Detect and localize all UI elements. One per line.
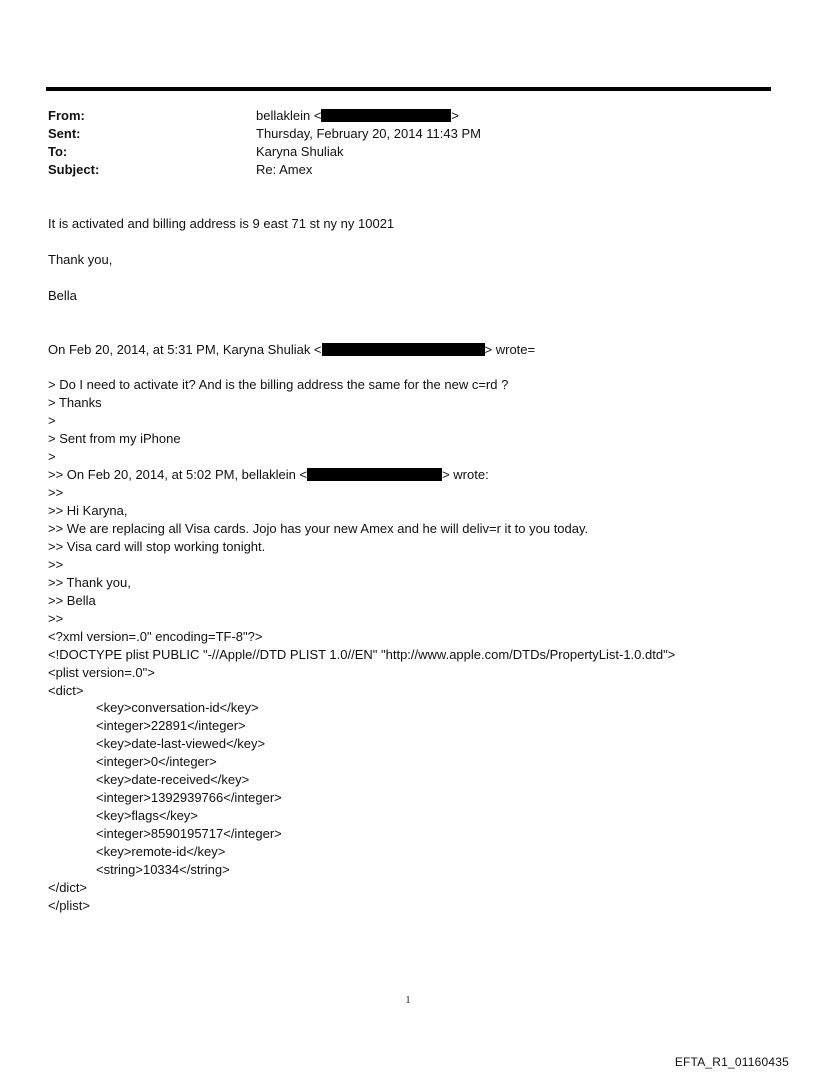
body-line: It is activated and billing address is 9 east 71 st ny ny 10021 [48, 216, 395, 231]
from-label: From: [48, 108, 85, 123]
to-label: To: [48, 144, 68, 159]
quote-intro-before: >> On Feb 20, 2014, at 5:02 PM, bellaklein < [48, 467, 308, 482]
quote-line: >> We are replacing all Visa cards. Jojo has your new Amex and he will deliv=r it to you today. [48, 521, 589, 536]
quote-line: >> [48, 557, 64, 572]
plist-entry: <key>flags</key> [96, 808, 198, 823]
sent-label: Sent: [48, 126, 81, 141]
plist-entry: <key>conversation-id</key> [96, 700, 259, 715]
quote-line: > Do I need to activate it? And is the billing address the same for the new c=rd ? [48, 377, 509, 392]
plist-entry: <string>10334</string> [96, 862, 230, 877]
quote-intro [48, 341, 535, 359]
quote-line: >> [48, 485, 64, 500]
quote-line: >> Thank you, [48, 575, 131, 590]
quote-intro-before: On Feb 20, 2014, at 5:31 PM, Karyna Shuliak < [48, 342, 322, 357]
plist-entry: <key>date-last-viewed</key> [96, 736, 266, 751]
dict-close: </dict> [48, 880, 88, 895]
plist-doctype: <!DOCTYPE plist PUBLIC "-//Apple//DTD PLIST 1.0//EN" "http://www.apple.com/DTDs/PropertyList-1.0.dtd"> [48, 647, 676, 662]
body-line: Thank you, [48, 252, 113, 267]
quote-line: >> Bella [48, 593, 96, 608]
from-close: > [451, 108, 459, 123]
body-line: Bella [48, 288, 77, 303]
plist-entry: <integer>1392939766</integer> [96, 790, 282, 805]
redaction-block [321, 109, 451, 122]
quote-line: > Thanks [48, 395, 102, 410]
document-id: EFTA_R1_01160435 [674, 1055, 789, 1069]
plist-close: </plist> [48, 898, 90, 913]
from-value [256, 107, 459, 125]
quote-line: > [48, 413, 56, 428]
redaction-block [307, 468, 442, 481]
plist-xml-decl: <?xml version=.0" encoding=TF-8"?> [48, 629, 263, 644]
plist-entry: <integer>8590195717</integer> [96, 826, 282, 841]
quote-line: >> [48, 611, 64, 626]
plist-entry: <key>date-received</key> [96, 772, 250, 787]
quote-line: >> Hi Karyna, [48, 503, 128, 518]
plist-entry: <key>remote-id</key> [96, 844, 226, 859]
quote-line: > Sent from my iPhone [48, 431, 181, 446]
redaction-block [322, 343, 485, 356]
quote-line: > [48, 449, 56, 464]
dict-open: <dict> [48, 683, 84, 698]
quote-intro-after: > wrote= [484, 342, 536, 357]
plist-entry: <integer>0</integer> [96, 754, 217, 769]
sent-value: Thursday, February 20, 2014 11:43 PM [256, 126, 481, 141]
quote-line: >> Visa card will stop working tonight. [48, 539, 266, 554]
subject-value: Re: Amex [256, 162, 313, 177]
header-rule [46, 87, 771, 91]
to-value: Karyna Shuliak [256, 144, 344, 159]
page-number: 1 [405, 995, 411, 1006]
subject-label: Subject: [48, 162, 100, 177]
plist-entry: <integer>22891</integer> [96, 718, 246, 733]
quote-intro [48, 466, 489, 484]
from-name: bellaklein < [256, 108, 322, 123]
quote-intro-after: > wrote: [442, 467, 489, 482]
plist-open: <plist version=.0"> [48, 665, 155, 680]
